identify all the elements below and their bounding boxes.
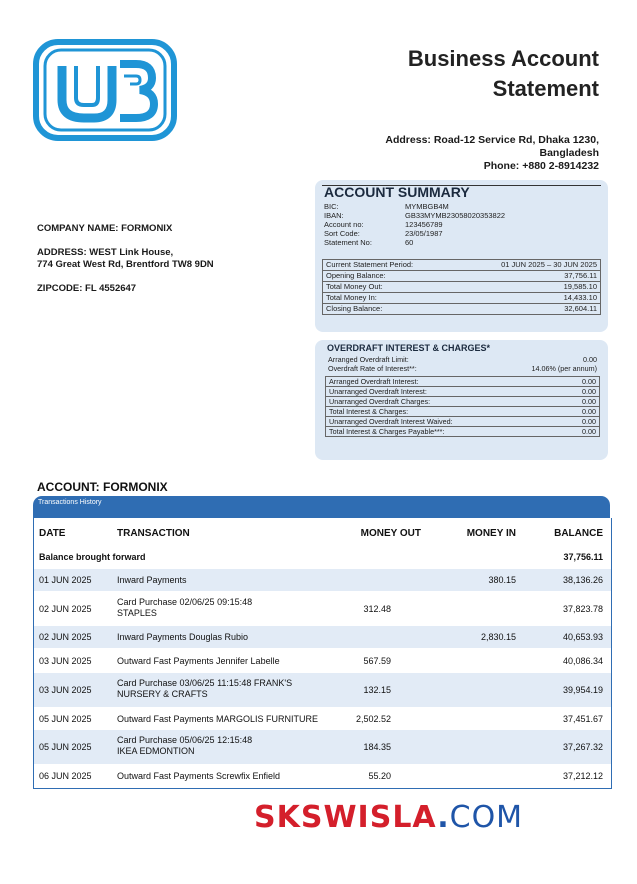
overdraft-row (325, 355, 600, 364)
overdraft-row-value: 14.06% (per annum) (531, 364, 597, 373)
table-row (34, 673, 611, 707)
overdraft-row (325, 416, 600, 426)
overdraft-box (315, 340, 608, 460)
summary-row (322, 292, 601, 303)
summary-row-value: 01 JUN 2025 – 30 JUN 2025 (501, 260, 597, 269)
table-row (34, 569, 611, 591)
row-date: 01 JUN 2025 (39, 575, 92, 585)
summary-row-value: 14,433.10 (563, 293, 597, 302)
overdraft-row-value: 0.00 (582, 377, 596, 386)
row-money-out: 55.20 (368, 771, 391, 781)
summary-row-value: 37,756.11 (564, 271, 597, 280)
row-transaction: Outward Fast Payments Jennifer Labelle (117, 656, 280, 666)
overdraft-row-label: Overdraft Rate of Interest**: (328, 364, 417, 373)
overdraft-row-label: Unarranged Overdraft Interest Waived: (329, 417, 453, 426)
row-transaction: Card Purchase 03/06/25 11:15:48 FRANK'S (117, 678, 293, 688)
summary-row-label: Current Statement Period: (326, 260, 414, 269)
company-name: COMPANY NAME: FORMONIX (37, 223, 173, 234)
overdraft-row-value: 0.00 (582, 417, 596, 426)
row-money-out: 132.15 (363, 685, 391, 695)
overdraft-row (325, 406, 600, 416)
row-transaction: Outward Fast Payments Screwfix Enfield (117, 771, 281, 781)
transactions-history-label: Transactions History (38, 499, 102, 506)
address-line-1: Address: Road-12 Service Rd, Dhaka 1230, (385, 134, 599, 146)
column-header-balance: BALANCE (554, 528, 603, 539)
row-date: 06 JUN 2025 (39, 771, 92, 781)
summary-field-value: MYMBGB4M (405, 202, 449, 211)
column-header-money-out: MONEY OUT (360, 528, 421, 539)
row-transaction-detail: NURSERY & CRAFTS (117, 689, 208, 699)
column-header-date: DATE (39, 528, 66, 539)
summary-row-label: Closing Balance: (326, 304, 383, 313)
watermark (254, 800, 523, 835)
overdraft-title: OVERDRAFT INTEREST & CHARGES* (327, 343, 491, 353)
transactions-table (33, 518, 612, 789)
overdraft-row (325, 396, 600, 406)
address-line-2: Bangladesh (539, 147, 599, 159)
watermark-main: SKSWISLA (254, 800, 438, 835)
row-transaction: Inward Payments Douglas Rubio (117, 632, 249, 642)
company-address-2: 774 Great West Rd, Brentford TW8 9DN (37, 259, 214, 270)
brought-forward-balance: 37,756.11 (563, 552, 603, 562)
title-line-1: Business Account (407, 46, 599, 71)
summary-row-label: Total Money In: (326, 293, 377, 302)
row-date: 05 JUN 2025 (39, 742, 92, 752)
row-date: 05 JUN 2025 (39, 714, 92, 724)
overdraft-row (325, 364, 600, 373)
summary-field-value: GB33MYMB23058020353822 (405, 211, 506, 220)
table-row (34, 765, 611, 787)
row-balance: 37,823.78 (562, 604, 603, 614)
row-money-in: 2,830.15 (480, 632, 516, 642)
row-date: 03 JUN 2025 (39, 656, 92, 666)
overdraft-row-label: Unarranged Overdraft Charges: (329, 397, 431, 406)
overdraft-row-value: 0.00 (582, 387, 596, 396)
row-balance: 40,086.34 (562, 656, 603, 666)
table-row (34, 592, 611, 626)
row-date: 03 JUN 2025 (39, 685, 92, 695)
summary-row-label: Total Money Out: (326, 282, 383, 291)
row-transaction-detail: STAPLES (117, 608, 157, 618)
summary-row-value: 32,604.11 (564, 304, 597, 313)
summary-row (322, 281, 601, 292)
row-transaction-detail: IKEA EDMONTION (117, 746, 195, 756)
summary-field-label: Statement No: (324, 238, 372, 247)
company-zipcode: ZIPCODE: FL 4552647 (37, 283, 137, 294)
row-transaction: Inward Payments (117, 575, 187, 585)
summary-field-value: 123456789 (405, 220, 443, 229)
overdraft-row-label: Total Interest & Charges Payable***: (329, 427, 445, 436)
table-row (34, 730, 611, 764)
watermark-dot: . (437, 800, 450, 835)
column-header-transaction: TRANSACTION (117, 528, 190, 539)
summary-field-label: Account no: (324, 220, 364, 229)
overdraft-row-label: Unarranged Overdraft Interest: (329, 387, 427, 396)
company-details (37, 223, 297, 295)
summary-row-value: 19,585.10 (563, 282, 597, 291)
row-balance: 37,451.67 (562, 714, 603, 724)
column-header-money-in: MONEY IN (466, 528, 516, 539)
row-money-in: 380.15 (488, 575, 516, 585)
summary-field-value: 23/05/1987 (405, 229, 443, 238)
transactions-history-bar (33, 496, 610, 518)
row-balance: 37,267.32 (562, 742, 603, 752)
row-money-out: 184.35 (363, 742, 391, 752)
brought-forward-label: Balance brought forward (39, 552, 146, 562)
summary-field-value: 60 (405, 238, 414, 247)
row-transaction: Outward Fast Payments MARGOLIS FURNITURE (117, 714, 319, 724)
overdraft-row-value: 0.00 (583, 355, 597, 364)
row-money-out: 567.59 (363, 656, 391, 666)
summary-field-label: Sort Code: (324, 229, 360, 238)
overdraft-row-label: Arranged Overdraft Limit: (328, 355, 409, 364)
summary-row (322, 303, 601, 315)
row-money-out: 2,502.52 (355, 714, 391, 724)
overdraft-row-label: Total Interest & Charges: (329, 407, 409, 416)
overdraft-row-value: 0.00 (582, 427, 596, 436)
title-line-2: Statement (492, 76, 599, 101)
row-balance: 38,136.26 (562, 575, 603, 585)
row-date: 02 JUN 2025 (39, 632, 92, 642)
account-title: ACCOUNT: FORMONIX (37, 480, 168, 494)
overdraft-row-label: Arranged Overdraft Interest: (329, 377, 419, 386)
summary-row (322, 270, 601, 281)
summary-field-label: IBAN: (324, 211, 344, 220)
summary-field-label: BIC: (324, 202, 339, 211)
bank-logo (32, 38, 178, 142)
table-row-brought-forward (34, 548, 611, 568)
row-transaction: Card Purchase 05/06/25 12:15:48 (117, 735, 253, 745)
summary-row (322, 259, 601, 270)
statement-title (339, 44, 599, 104)
table-row (34, 708, 611, 730)
table-row (34, 626, 611, 648)
account-summary-title: ACCOUNT SUMMARY (324, 184, 470, 200)
bank-phone: Phone: +880 2-8914232 (483, 160, 599, 172)
account-summary-box (315, 180, 608, 332)
row-balance: 40,653.93 (562, 632, 603, 642)
overdraft-row (325, 376, 600, 386)
row-date: 02 JUN 2025 (39, 604, 92, 614)
overdraft-row (325, 426, 600, 437)
row-balance: 39,954.19 (562, 685, 603, 695)
watermark-com: COM (449, 800, 524, 835)
row-transaction: Card Purchase 02/06/25 09:15:48 (117, 597, 253, 607)
summary-row-label: Opening Balance: (326, 271, 386, 280)
row-balance: 37,212.12 (562, 771, 603, 781)
company-address-1: ADDRESS: WEST Link House, (37, 247, 174, 258)
overdraft-row-value: 0.00 (582, 397, 596, 406)
row-money-out: 312.48 (363, 604, 391, 614)
overdraft-row (325, 386, 600, 396)
bank-address (299, 134, 599, 173)
overdraft-row-value: 0.00 (582, 407, 596, 416)
table-row (34, 650, 611, 672)
